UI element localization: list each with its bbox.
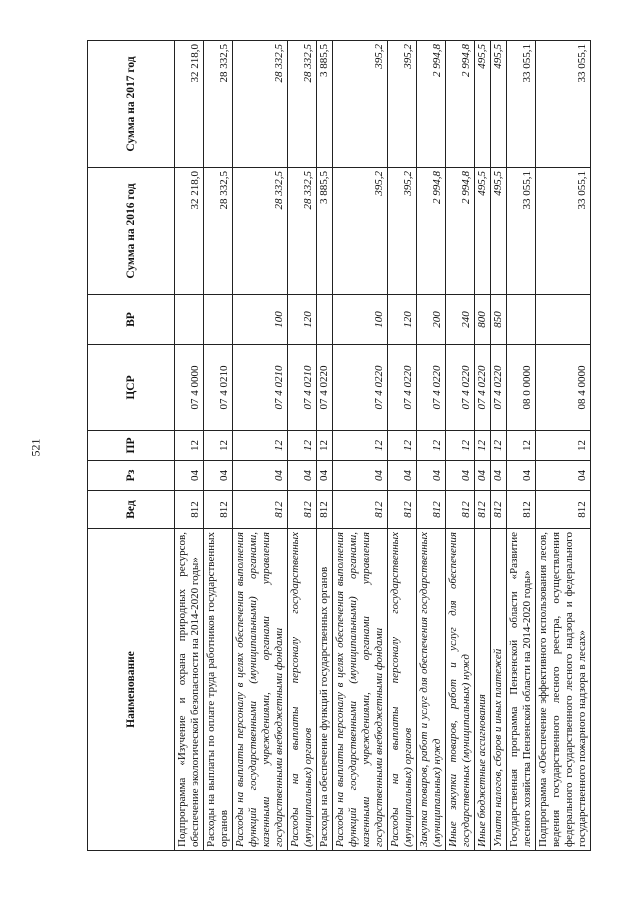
cell-sum-2017: 28 332,5 xyxy=(233,41,288,168)
cell-sum-2017: 2 994,8 xyxy=(446,41,475,168)
cell-rz: 04 xyxy=(204,461,233,491)
cell-name: Закупка товаров, работ и услуг для обеспечения государственных (муниципальных) нужд xyxy=(417,529,446,851)
cell-ved: 812 xyxy=(233,491,288,529)
cell-pr: 12 xyxy=(536,431,591,461)
page-number: 521 xyxy=(28,438,43,457)
cell-rz: 04 xyxy=(507,461,536,491)
cell-sum-2017: 32 218,0 xyxy=(175,41,204,168)
cell-sum-2017: 395,2 xyxy=(333,41,388,168)
cell-sum-2016: 395,2 xyxy=(333,168,388,295)
cell-vr: 100 xyxy=(333,295,388,345)
cell-csr: 07 4 0210 xyxy=(204,345,233,431)
header-vr: ВР xyxy=(88,295,175,345)
cell-vr xyxy=(204,295,233,345)
cell-sum-2016: 28 332,5 xyxy=(288,168,317,295)
cell-pr: 12 xyxy=(417,431,446,461)
table-row xyxy=(288,41,317,851)
table-row xyxy=(491,41,507,851)
cell-sum-2017: 395,2 xyxy=(388,41,417,168)
cell-rz: 04 xyxy=(333,461,388,491)
cell-csr: 07 4 0000 xyxy=(175,345,204,431)
table-row xyxy=(317,41,333,851)
cell-vr xyxy=(175,295,204,345)
table-row xyxy=(388,41,417,851)
header-sum-2016: Сумма на 2016 год xyxy=(88,168,175,295)
cell-pr: 12 xyxy=(446,431,475,461)
table-row xyxy=(204,41,233,851)
table-row xyxy=(475,41,491,851)
cell-sum-2017: 495,5 xyxy=(491,41,507,168)
table-row xyxy=(175,41,204,851)
cell-ved: 812 xyxy=(288,491,317,529)
cell-sum-2016: 28 332,5 xyxy=(233,168,288,295)
cell-ved: 812 xyxy=(317,491,333,529)
header-rz: Рз xyxy=(88,461,175,491)
cell-vr: 120 xyxy=(288,295,317,345)
header-ved: Вед xyxy=(88,491,175,529)
cell-pr: 12 xyxy=(333,431,388,461)
cell-name: Подпрограмма «Обеспечение эффективного использования лесов, ведения государственного лесного реестра, осуществления федерального государственного лесного надзора и федерального государственного пожарного надзора в лесах» xyxy=(536,529,591,851)
table-body xyxy=(175,41,591,851)
table-row xyxy=(417,41,446,851)
cell-name: Государственная программа Пензенской области «Развитие лесного хозяйства Пензенской области на 2014-2020 годы» xyxy=(507,529,536,851)
cell-pr: 12 xyxy=(317,431,333,461)
cell-csr: 07 4 0210 xyxy=(233,345,288,431)
cell-pr: 12 xyxy=(388,431,417,461)
cell-ved: 812 xyxy=(333,491,388,529)
table-row xyxy=(233,41,288,851)
cell-rz: 04 xyxy=(175,461,204,491)
cell-pr: 12 xyxy=(175,431,204,461)
rotated-page-content xyxy=(87,41,588,851)
cell-rz: 04 xyxy=(288,461,317,491)
cell-sum-2017: 28 332,5 xyxy=(204,41,233,168)
cell-ved: 812 xyxy=(446,491,475,529)
cell-sum-2017: 33 055,1 xyxy=(536,41,591,168)
budget-table xyxy=(87,40,591,851)
cell-sum-2016: 3 885,5 xyxy=(317,168,333,295)
cell-sum-2016: 33 055,1 xyxy=(536,168,591,295)
cell-sum-2017: 3 885,5 xyxy=(317,41,333,168)
cell-name: Расходы на обеспечение функций государственных органов xyxy=(317,529,333,851)
cell-sum-2017: 2 994,8 xyxy=(417,41,446,168)
cell-csr: 07 4 0220 xyxy=(317,345,333,431)
cell-ved: 812 xyxy=(507,491,536,529)
cell-name: Расходы на выплаты по оплате труда работников государственных органов xyxy=(204,529,233,851)
cell-rz: 04 xyxy=(475,461,491,491)
cell-ved: 812 xyxy=(204,491,233,529)
cell-sum-2016: 28 332,5 xyxy=(204,168,233,295)
cell-csr: 07 4 0220 xyxy=(333,345,388,431)
cell-csr: 07 4 0220 xyxy=(446,345,475,431)
cell-name: Расходы на выплаты персоналу в целях обеспечения выполнения функций государственными (муниципальными) органами, казенными учреждениями, органами управления государственными внебюджетными фондами xyxy=(233,529,288,851)
header-sum-2017: Сумма на 2017 год xyxy=(88,41,175,168)
cell-vr xyxy=(317,295,333,345)
cell-vr: 120 xyxy=(388,295,417,345)
cell-rz: 04 xyxy=(317,461,333,491)
cell-csr: 08 0 0000 xyxy=(507,345,536,431)
cell-name: Уплата налогов, сборов и иных платежей xyxy=(491,529,507,851)
cell-rz: 04 xyxy=(446,461,475,491)
cell-name: Иные закупки товаров, работ и услуг для обеспечения государственных (муниципальных) нужд xyxy=(446,529,475,851)
table-row xyxy=(536,41,591,851)
cell-pr: 12 xyxy=(507,431,536,461)
cell-sum-2016: 495,5 xyxy=(491,168,507,295)
cell-pr: 12 xyxy=(288,431,317,461)
cell-rz: 04 xyxy=(233,461,288,491)
cell-rz: 04 xyxy=(536,461,591,491)
cell-csr: 07 4 0220 xyxy=(491,345,507,431)
cell-pr: 12 xyxy=(204,431,233,461)
cell-csr: 07 4 0210 xyxy=(288,345,317,431)
cell-sum-2016: 32 218,0 xyxy=(175,168,204,295)
table-row xyxy=(507,41,536,851)
cell-name: Иные бюджетные ассигнования xyxy=(475,529,491,851)
cell-vr: 200 xyxy=(417,295,446,345)
cell-ved: 812 xyxy=(475,491,491,529)
cell-vr: 240 xyxy=(446,295,475,345)
cell-name: Расходы на выплаты персоналу государственных (муниципальных) органов xyxy=(388,529,417,851)
cell-csr: 08 4 0000 xyxy=(536,345,591,431)
cell-csr: 07 4 0220 xyxy=(417,345,446,431)
header-name: Наименование xyxy=(88,529,175,851)
cell-vr: 100 xyxy=(233,295,288,345)
table-row xyxy=(446,41,475,851)
cell-vr xyxy=(507,295,536,345)
cell-sum-2016: 395,2 xyxy=(388,168,417,295)
cell-vr: 850 xyxy=(491,295,507,345)
cell-sum-2016: 495,5 xyxy=(475,168,491,295)
cell-vr: 800 xyxy=(475,295,491,345)
header-pr: ПР xyxy=(88,431,175,461)
cell-pr: 12 xyxy=(491,431,507,461)
cell-pr: 12 xyxy=(475,431,491,461)
cell-sum-2017: 33 055,1 xyxy=(507,41,536,168)
cell-ved: 812 xyxy=(417,491,446,529)
cell-csr: 07 4 0220 xyxy=(388,345,417,431)
cell-sum-2016: 2 994,8 xyxy=(417,168,446,295)
cell-rz: 04 xyxy=(417,461,446,491)
header-csr: ЦСР xyxy=(88,345,175,431)
cell-pr: 12 xyxy=(233,431,288,461)
cell-name: Подпрограмма «Изучение и охрана природных ресурсов, обеспечение экологической безопасности на 2014-2020 годы» xyxy=(175,529,204,851)
cell-csr: 07 4 0220 xyxy=(475,345,491,431)
cell-rz: 04 xyxy=(388,461,417,491)
cell-name: Расходы на выплаты персоналу государственных (муниципальных) органов xyxy=(288,529,317,851)
table-row xyxy=(333,41,388,851)
cell-sum-2016: 2 994,8 xyxy=(446,168,475,295)
cell-rz: 04 xyxy=(491,461,507,491)
cell-ved: 812 xyxy=(388,491,417,529)
cell-name: Расходы на выплаты персоналу в целях обеспечения выполнения функций государственными (муниципальными) органами, казенными учреждениями, органами управления государственными внебюджетными фондами xyxy=(333,529,388,851)
cell-vr xyxy=(536,295,591,345)
cell-ved: 812 xyxy=(175,491,204,529)
cell-ved: 812 xyxy=(491,491,507,529)
table-header-row xyxy=(88,41,175,851)
cell-sum-2017: 28 332,5 xyxy=(288,41,317,168)
cell-sum-2016: 33 055,1 xyxy=(507,168,536,295)
cell-ved: 812 xyxy=(536,491,591,529)
cell-sum-2017: 495,5 xyxy=(475,41,491,168)
